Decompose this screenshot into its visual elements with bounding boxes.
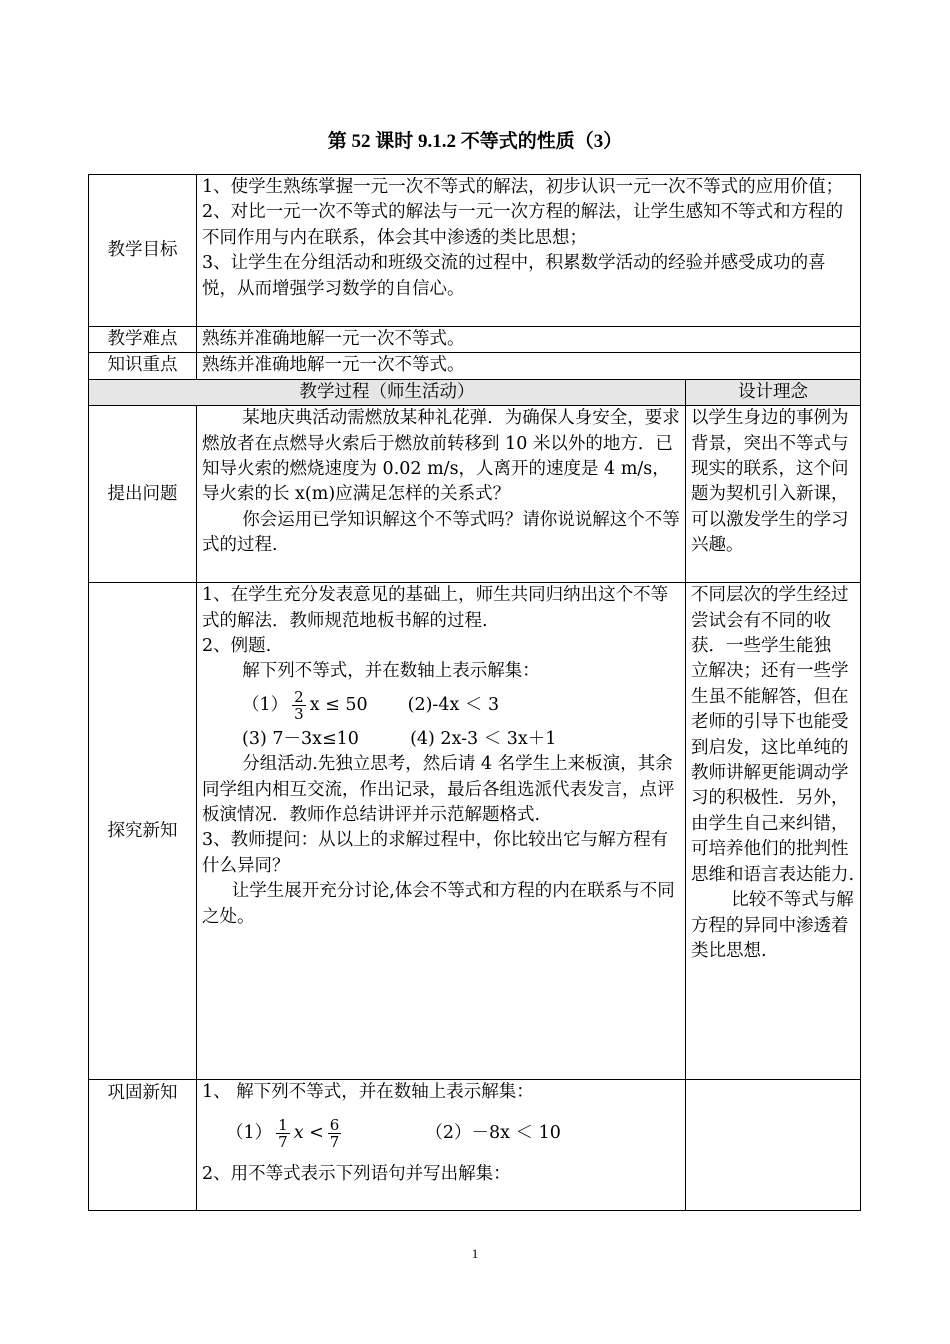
explore-row <box>89 583 861 1080</box>
fraction-one-seventh: $\frac{1}{7}$ <box>278 1116 288 1152</box>
goals-row <box>89 175 861 327</box>
fraction-six-sevenths: $\frac{6}{7}$ <box>329 1116 340 1152</box>
goal-item: 3、让学生在分组活动和班级交流的过程中，积累数学活动的经验并感受成功的喜悦，从而增强学习数学的自信心。 <box>202 253 826 299</box>
explore-concept: 不同层次的学生经过尝试会有不同的收获．一些学生能独 立解决；还有一些学生虽不能解答，但在老师的引导下也能受到启发，这比单纯的教师讲解更能调动学习的积极性．另外，由学生自己来纠错，可培养他们的批判性思维和语言表达能力. 比较不等式与解方程的异同中渗透着类比思想. <box>686 583 861 1080</box>
example-4: (4) 2x-3 ＜ 3x＋1 <box>410 728 557 749</box>
raise-problem-content <box>197 406 686 583</box>
problem-question: 你会运用已学知识解这个不等式吗？请你说说解这个不等式的过程. <box>202 509 680 556</box>
consolidate-content <box>197 1080 686 1211</box>
goals-content <box>197 175 861 327</box>
process-header-row <box>89 379 861 405</box>
key-point-row <box>89 353 861 379</box>
raise-problem-row <box>89 406 861 583</box>
exercise-1-instruction: 1、 解下列不等式，并在数轴上表示解集： <box>202 1082 534 1103</box>
goal-item: 2、对比一元一次不等式的解法与一元一次方程的解法，让学生感知不等式和方程的不同作用与内在联系，体会其中渗透的类比思想； <box>202 202 844 248</box>
exercise-2: （2）－8x ＜ 10 <box>425 1122 561 1143</box>
raise-problem-concept: 以学生身边的事例为背景，突出不等式与现实的联系，这个问题为契机引入新课，可以激发学生的学习兴趣。 <box>686 406 861 583</box>
key-point-text: 熟练并准确地解一元一次不等式。 <box>197 353 861 379</box>
process-header-activity: 教学过程（师生活动） <box>89 379 686 405</box>
consolidate-label: 巩固新知 <box>89 1080 197 1211</box>
example-3: (3) 7－3x≤10 <box>242 728 359 749</box>
example-2: (2)-4x ＜ 3 <box>407 695 500 716</box>
page-title: 第 52 课时 9.1.2 不等式的性质（3） <box>327 131 623 152</box>
example-row-1 <box>202 685 680 727</box>
exercise-row <box>202 1106 680 1162</box>
example-1-prefix: （1） <box>242 695 289 716</box>
page-number: 1 <box>471 1246 479 1261</box>
exercise-1-mid: x < <box>293 1122 324 1143</box>
raise-problem-label: 提出问题 <box>89 406 197 583</box>
key-point-label: 知识重点 <box>89 353 197 379</box>
goal-item: 1、使学生熟练掌握一元一次不等式的解法，初步认识一元一次不等式的应用价值； <box>202 177 844 197</box>
exercise-2-instruction: 2、用不等式表示下列语句并写出解集： <box>202 1163 511 1184</box>
process-header-concept: 设计理念 <box>686 379 861 405</box>
fraction-two-thirds: $\frac{2}{3}$ <box>294 688 304 724</box>
consolidate-concept <box>686 1080 861 1211</box>
difficulty-text: 熟练并准确地解一元一次不等式。 <box>197 327 861 353</box>
example-row-2 <box>202 727 680 752</box>
explore-label: 探究新知 <box>89 583 197 1080</box>
discussion: 让学生展开充分讨论,体会不等式和方程的内在联系与不同之处。 <box>202 881 675 927</box>
explore-step-3: 3、教师提问：从以上的求解过程中，你比较出它与解方程有什么异同？ <box>202 830 669 876</box>
exercise-1-prefix: （1） <box>226 1122 273 1143</box>
difficulty-row <box>89 327 861 353</box>
lesson-plan-table <box>88 174 861 1211</box>
consolidate-row <box>89 1080 861 1211</box>
explore-step-2: 2、例题. <box>202 636 272 657</box>
explore-content <box>197 583 686 1080</box>
explore-step-1: 1、在学生充分发表意见的基础上，师生共同归纳出这个不等式的解法．教师规范地板书解的过程. <box>202 585 669 631</box>
problem-paragraph: 某地庆典活动需燃放某种礼花弹．为确保人身安全，要求燃放者在点燃导火索后于燃放前转移到 10 米以外的地方．已知导火索的燃烧速度为 0.02 m/s，人离开的速度是 4 m/s，导火索的长 x(m)应满足怎样的关系式？ <box>202 408 680 505</box>
goals-label: 教学目标 <box>89 175 197 327</box>
example-instruction: 解下列不等式，并在数轴上表示解集： <box>242 661 540 682</box>
difficulty-label: 教学难点 <box>89 327 197 353</box>
group-activity: 分组活动.先独立思考，然后请 4 名学生上来板演，其余同学组内相互交流，作出记录，最后各组选派代表发言，点评板演情况．教师作总结讲评并示范解题格式. <box>202 754 675 826</box>
example-1-rest: x ≤ 50 <box>309 695 368 716</box>
